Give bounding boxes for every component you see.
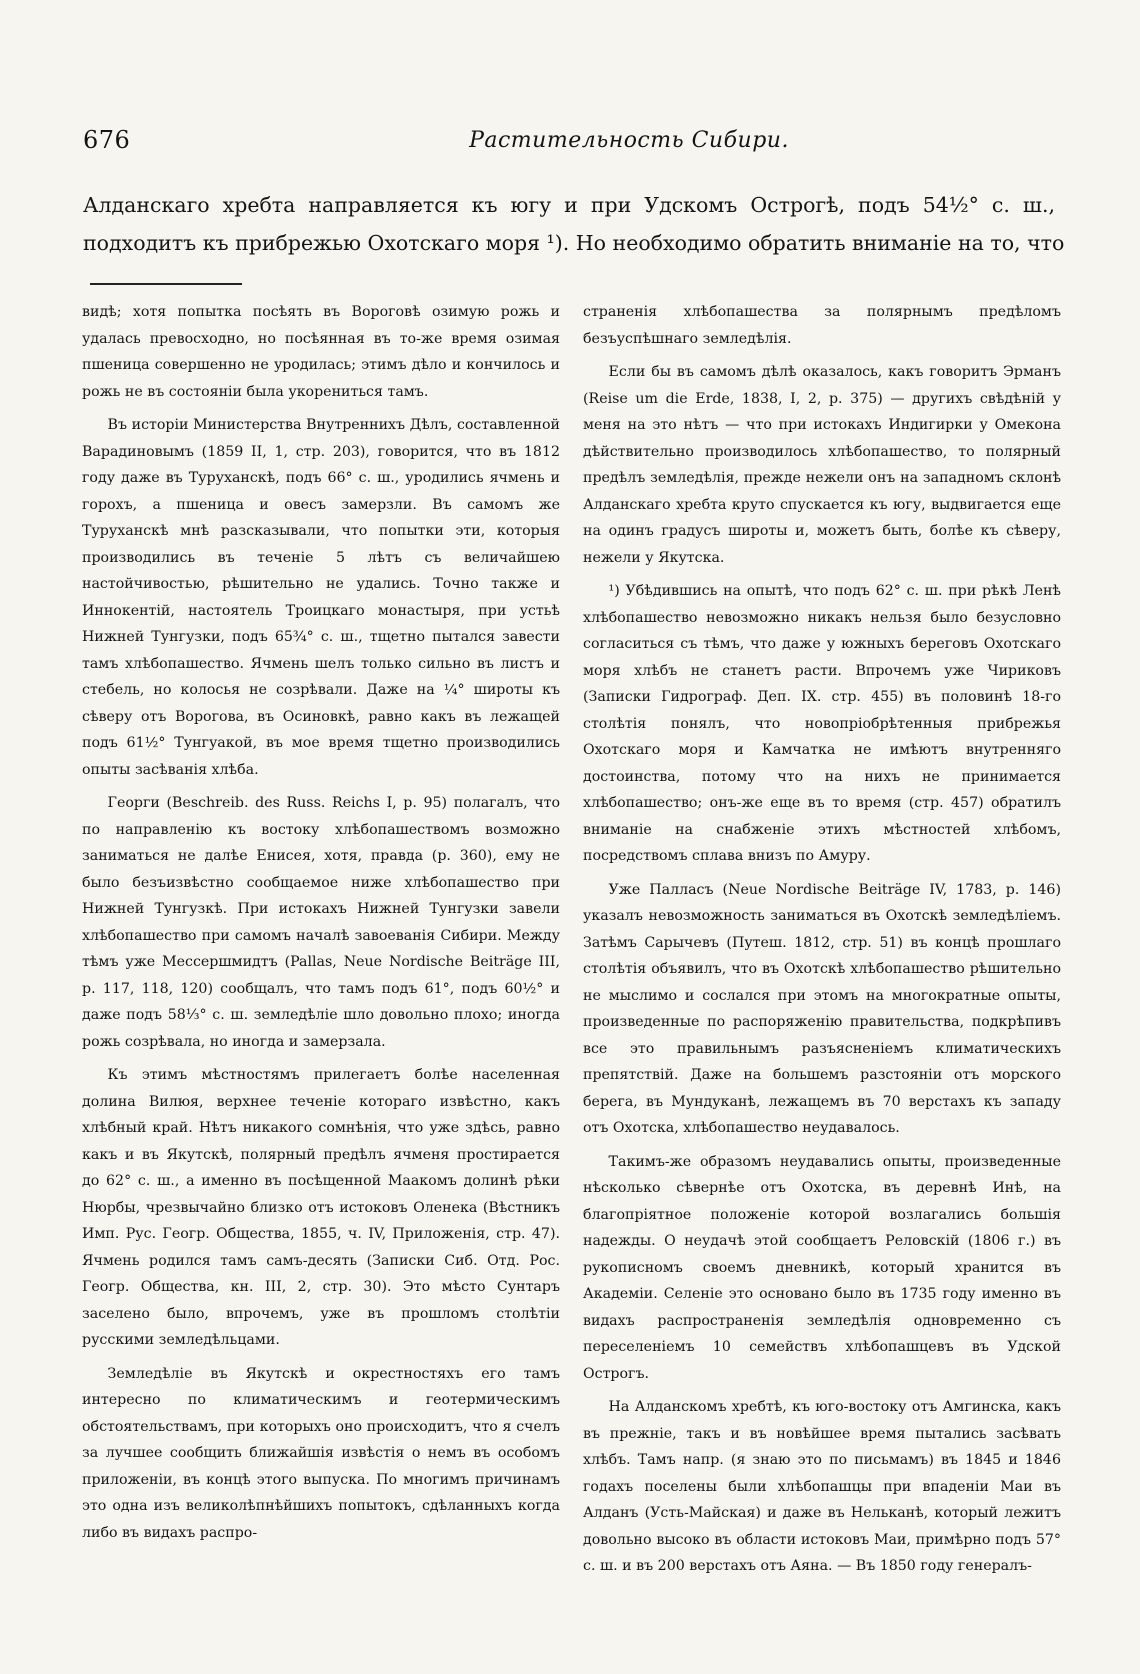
paragraph: Къ этимъ мѣстностямъ прилегаетъ болѣе населенная долина Вилюя, верхнее теченіе котораго извѣстно, какъ хлѣбный край. Нѣтъ никакого сомнѣнія, что уже здѣсь, равно какъ и въ Якутскѣ, полярный предѣлъ ячменя простирается до 62° с. ш., а именно въ посѣщенной Маакомъ долинѣ рѣки Нюрбы, чрезвычайно близко отъ истоковъ Оленека (Вѣстникъ Имп. Рус. Геогр. Общества, 1855, ч. IV, Приложенія, стр. 47). Ячмень родился тамъ самъ-десять (Записки Сиб. Отд. Рос. Геогр. Общества, кн. III, 2, стр. 30). Это мѣсто Сунтаръ заселено было, впрочемъ, уже въ прошломъ столѣтіи русскими земледѣльцами.: [82, 1067, 560, 1348]
paragraph: Такимъ-же образомъ неудавались опыты, произведенные нѣсколько сѣвернѣе отъ Охотска, въ деревнѣ Инѣ, на благопріятное положеніе которой возлагались большія надежды. О неудачѣ этой сообщаетъ Реловскій (1806 г.) въ рукописномъ своемъ дневникѣ, который хранится въ Академіи. Селеніе это основано было въ 1735 году именно въ видахъ распространенія земледѣлія одновременно съ переселеніемъ 10 семействъ хлѣбопашцевъ въ Удской Острогъ.: [583, 1153, 1061, 1382]
wide-text-line: подходитъ къ прибрежью Охотскаго моря ¹). Но необходимо обратить вниманіе на то, что: [83, 231, 1065, 255]
running-title: Растительность Сибири.: [469, 128, 789, 153]
paragraph: Земледѣліе въ Якутскѣ и окрестностяхъ его тамъ интересно по климатическимъ и геотермическимъ обстоятельствамъ, при которыхъ оно происходитъ, что я счелъ за лучшее сообщить ближайшія извѣстія о немъ въ особомъ приложеніи, въ концѣ этого выпуска. По многимъ причинамъ это одна изъ великолѣпнѣйшихъ попытокъ, сдѣланныхъ когда либо въ видахъ распро-: [82, 1365, 560, 1541]
paragraph: Уже Палласъ (Neue Nordische Beiträge IV, 1783, p. 146) указалъ невозможность заниматься въ Охотскѣ земледѣліемъ. Затѣмъ Сарычевъ (Путеш. 1812, стр. 51) въ концѣ прошлаго столѣтія объявилъ, что въ Охотскѣ хлѣбопашество рѣшительно не мыслимо и сослался при этомъ на многократные опыты, произведенные по распоряженію правительства, подкрѣпивъ все это правильнымъ разъясненіемъ климатическихъ препятствій. Даже на большемъ разстояніи отъ морского берега, въ Мундуканѣ, лежащемъ въ 70 верстахъ къ западу отъ Охотска, хлѣбопашество неудавалось.: [583, 881, 1061, 1136]
paragraph: страненія хлѣбопашества за полярнымъ предѣломъ безъуспѣшнаго земледѣлія.: [583, 304, 1061, 347]
footnote-divider: [90, 283, 242, 285]
page-number: 676: [83, 126, 131, 154]
paragraph: На Алданскомъ хребтѣ, къ юго-востоку отъ Амгинска, какъ въ прежніе, такъ и въ новѣйшее время пытались засѣвать хлѣбъ. Тамъ напр. (я знаю это по письмамъ) въ 1845 и 1846 годахъ поселены были хлѣбопашцы при впаденіи Маи въ Алданъ (Усть-Майская) и даже въ Нельканѣ, который лежитъ довольно высоко въ области истоковъ Маи, примѣрно подъ 57° с. ш. и въ 200 верстахъ отъ Аяна. — Въ 1850 году генералъ-: [583, 1399, 1061, 1574]
page-header: [83, 126, 1055, 166]
paragraph: Если бы въ самомъ дѣлѣ оказалось, какъ говоритъ Эрманъ (Reise um die Erde, 1838, I, 2, p. 375) — другихъ свѣдѣній у меня на это нѣтъ — что при истокахъ Индигирки у Омекона дѣйствительно производилось хлѣбопашество, то полярный предѣлъ земледѣлія, прежде нежели онъ на западномъ склонѣ Алданскаго хребта круто спускается къ югу, выдвигается еще на одинъ градусъ широты и, можетъ быть, болѣе къ сѣверу, нежели у Якутска.: [583, 364, 1061, 566]
wide-text-line: Алданскаго хребта направляется къ югу и при Удскомъ Острогѣ, подъ 54½° с. ш.,: [83, 193, 1055, 217]
paragraph: Георги (Beschreib. des Russ. Reichs I, p. 95) полагалъ, что по направленію къ востоку хлѣбопашествомъ возможно заниматься не далѣе Енисея, хотя, правда (p. 360), ему не было безъизвѣстно сообщаемое ниже хлѣбопашество при Нижней Тунгузкѣ. При истокахъ Нижней Тунгузки завели хлѣбопашество при самомъ началѣ завоеванія Сибири. Между тѣмъ уже Мессершмидтъ (Pallas, Neue Nordische Beiträge III, p. 117, 118, 120) сообщалъ, что тамъ подъ 61°, подъ 60½° и даже подъ 58⅓° с. ш. земледѣліе шло довольно плохо; иногда рожь созрѣвала, но иногда и замерзала.: [82, 795, 560, 1050]
paragraph: Въ исторіи Министерства Внутреннихъ Дѣлъ, составленной Варадиновымъ (1859 II, 1, стр. 203), говорится, что въ 1812 году даже въ Туруханскѣ, подъ 66° с. ш., уродились ячмень и горохъ, а пшеница и овесъ замерзли. Въ самомъ же Туруханскѣ мнѣ разсказывали, что попытки эти, которыя производились въ теченіе 5 лѣтъ съ величайшею настойчивостью, рѣшительно не удались. Точно также и Иннокентій, настоятель Троицкаго монастыря, при устьѣ Нижней Тунгузки, подъ 65¾° с. ш., тщетно пытался завести тамъ хлѣбопашество. Ячмень шелъ только сильно въ листъ и стебель, но колосья не созрѣвали. Даже на ¼° широты къ сѣверу отъ Ворогова, въ Осиновкѣ, равно какъ въ лежащей подъ 61½° Тунгуакой, въ мое время тщетно производились опыты засѣванія хлѣба.: [82, 417, 560, 778]
footnote-paragraph: ¹) Убѣдившись на опытѣ, что подъ 62° с. ш. при рѣкѣ Ленѣ хлѣбопашество невозможно никакъ нельзя было безусловно согласиться съ тѣмъ, что даже у южныхъ береговъ Охотскаго моря хлѣбъ не станетъ расти. Впрочемъ уже Чириковъ (Записки Гидрограф. Деп. IX. стр. 455) въ половинѣ 18-го столѣтія понялъ, что новопріобрѣтенныя прибрежья Охотскаго моря и Камчатка не имѣютъ внутренняго достоинства, потому что на нихъ не принимается хлѣбопашество; онъ-же еще въ то время (стр. 457) обратилъ вниманіе на снабженіе этихъ мѣстностей хлѣбомъ, посредствомъ сплава внизъ по Амуру.: [583, 583, 1061, 864]
wide-text-block: [83, 186, 1065, 262]
left-column: [82, 299, 560, 1546]
right-column: [583, 299, 1061, 1580]
paragraph: видѣ; хотя попытка посѣять въ Вороговѣ озимую рожь и удалась превосходно, но посѣянная въ то-же время озимая пшеница совершенно не уродилась; этимъ дѣло и кончилось и рожь не въ состояніи была укорениться тамъ.: [82, 304, 560, 400]
